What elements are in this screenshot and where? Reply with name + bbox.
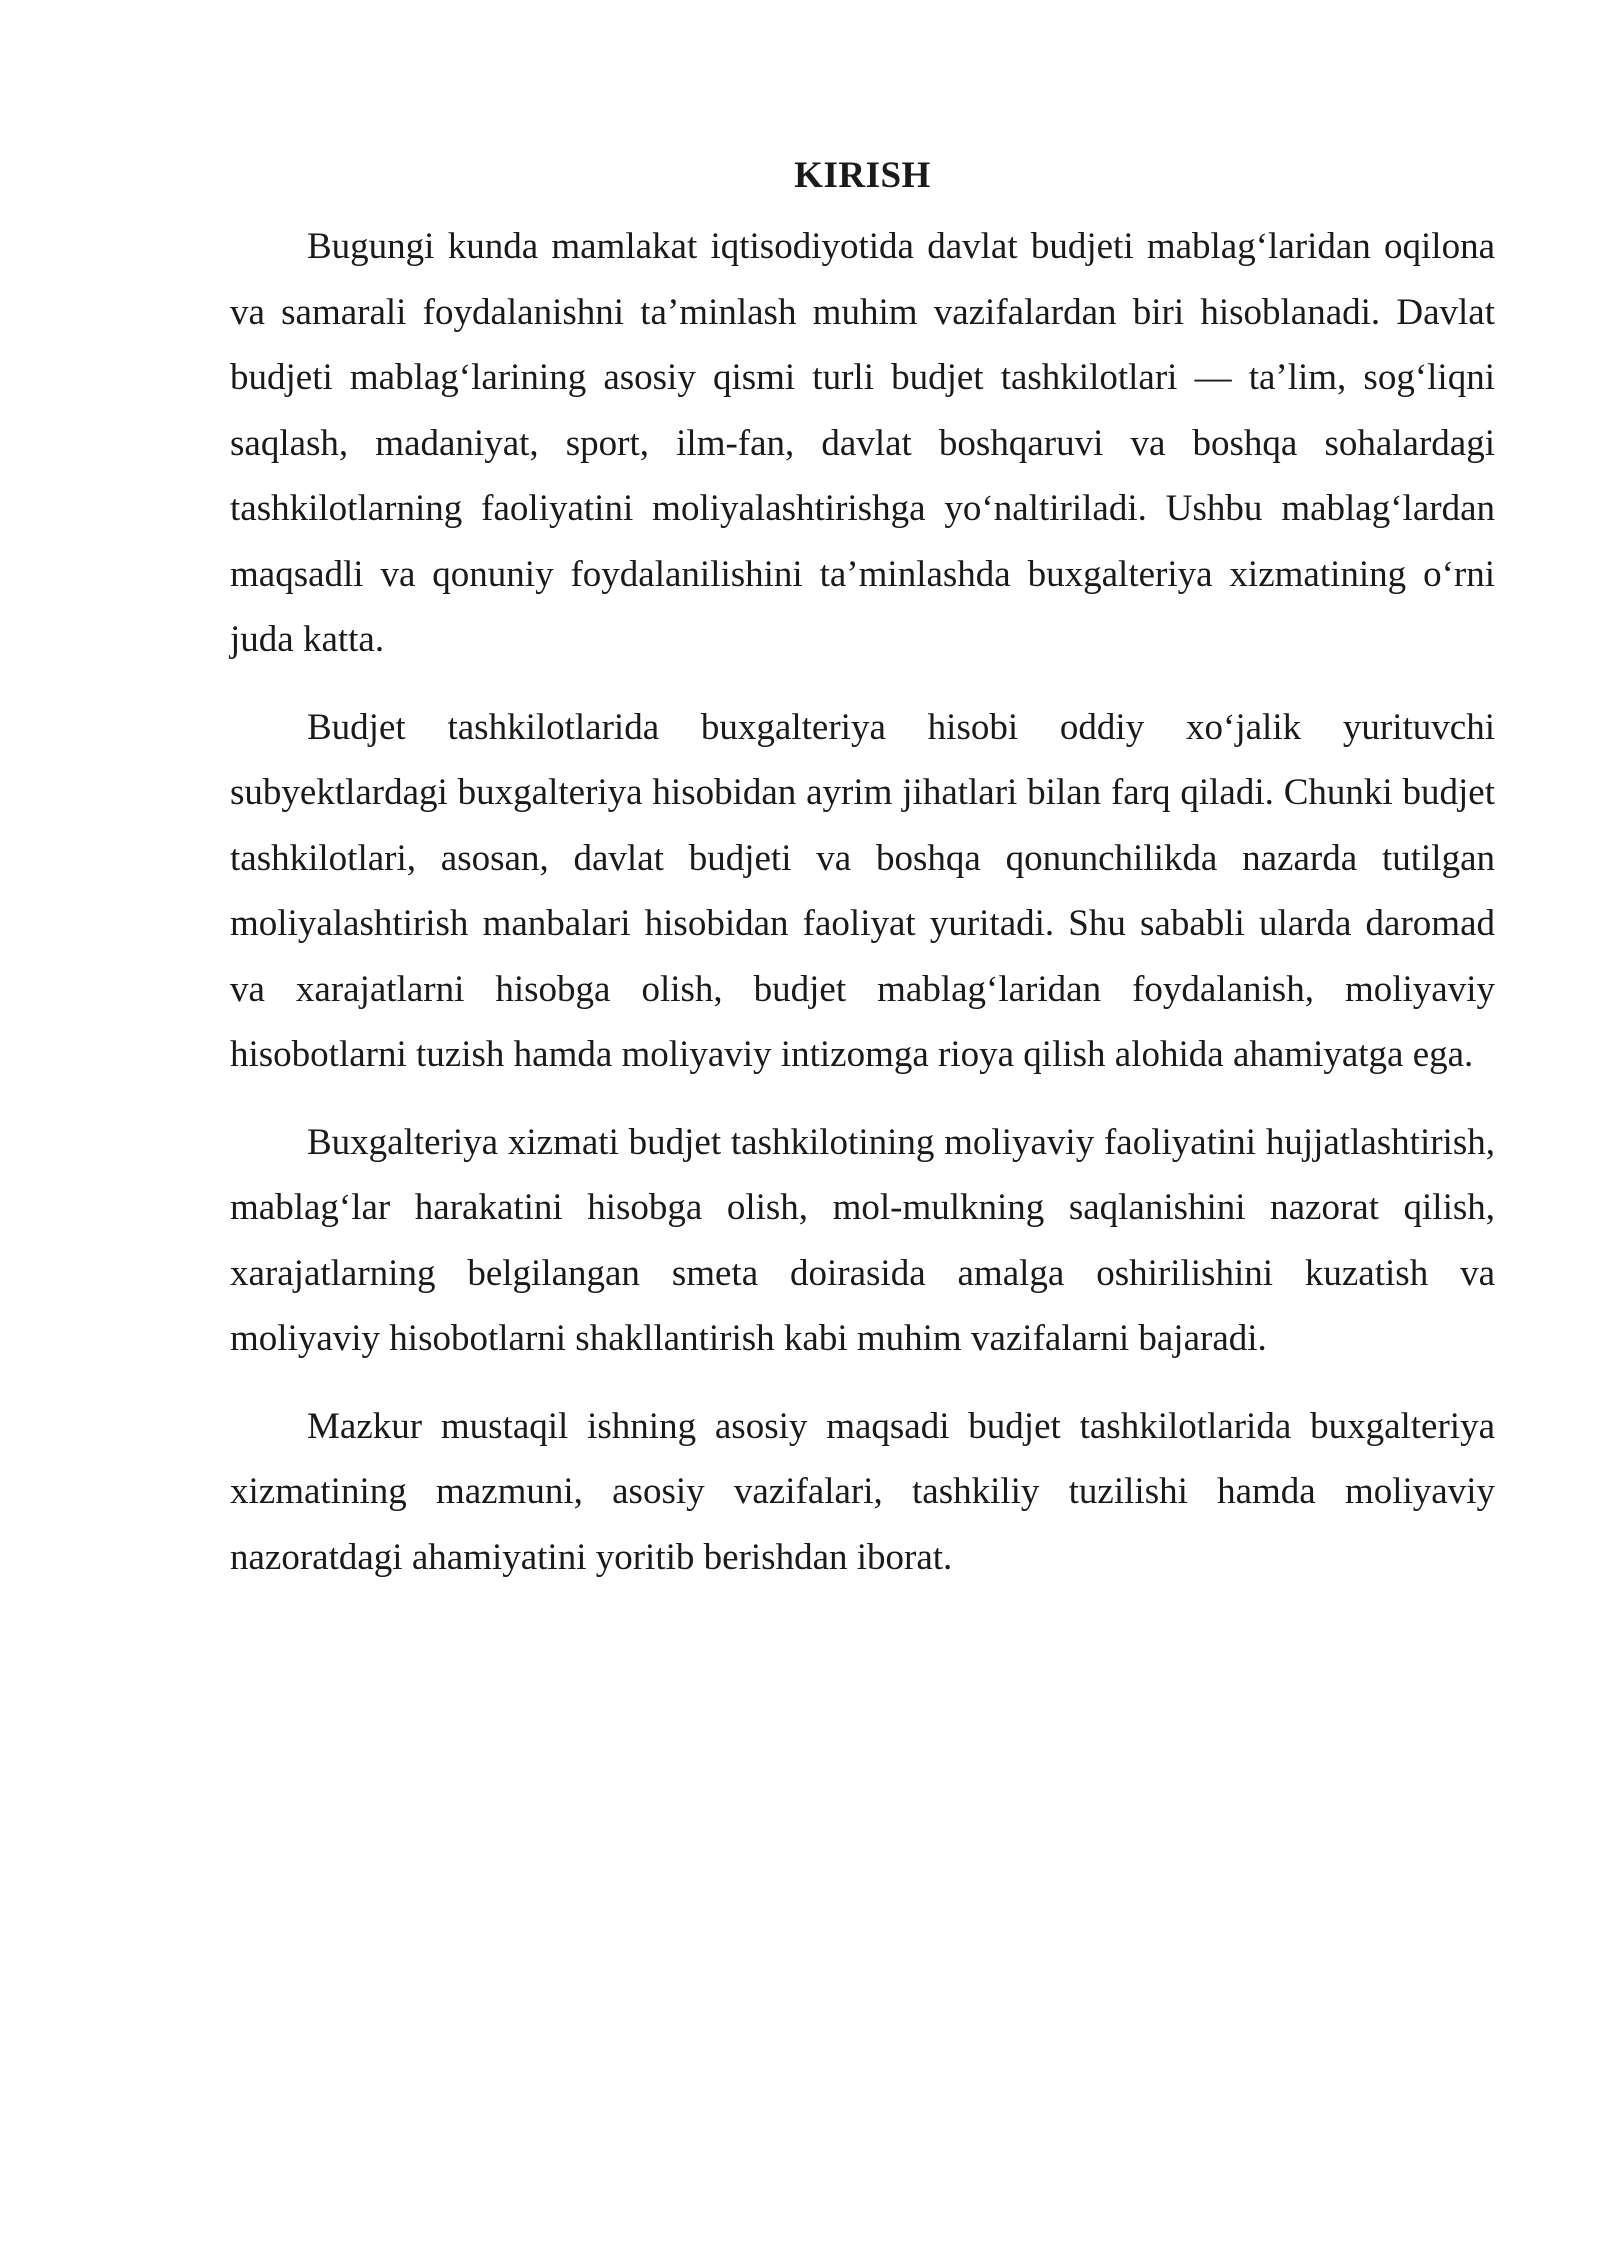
- document-body: [230, 150, 1495, 1612]
- paragraph-intro: Bugungi kunda mamlakat iqtisodiyotida davlat budjeti mablag‘laridan oqilona va samarali foydalanishni ta’minlash muhim vazifalardan biri hisoblanadi. Davlat budjeti mablag‘larining asosiy qismi turli budjet tashkilotlari — ta’lim, sog‘liqni saqlash, madaniyat, sport, ilm-fan, davlat boshqaruvi va boshqa sohalardagi tashkilotlarning faoliyatini moliyalashtirishga yo‘naltiriladi. Ushbu mablag‘lardan maqsadli va qonuniy foydalanilishini ta’minlashda buxgalteriya xizmatining o‘rni juda katta.: [230, 226, 1495, 660]
- section-title: KIRISH: [794, 155, 931, 196]
- paragraph-work-goal: Mazkur mustaqil ishning asosiy maqsadi budjet tashkilotlarida buxgalteriya xizmatining mazmuni, asosiy vazifalari, tashkiliy tuzilishi hamda moliyaviy nazoratdagi ahamiyatini yoritib berishdan iborat.: [230, 1405, 1495, 1578]
- paragraph-accounting-differences: Budjet tashkilotlarida buxgalteriya hisobi oddiy xo‘jalik yurituvchi subyektlardagi buxgalteriya hisobidan ayrim jihatlari bilan farq qiladi. Chunki budjet tashkilotlari, asosan, davlat budjeti va boshqa qonunchilikda nazarda tutilgan moliyalashtirish manbalari hisobidan faoliyat yuritadi. Shu sababli ularda daromad va xarajatlarni hisobga olish, budjet mablag‘laridan foydalanish, moliyaviy hisobotlarni tuzish hamda moliyaviy intizomga rioya qilish alohida ahamiyatga ega.: [230, 706, 1495, 1075]
- paragraph-accounting-service-tasks: Buxgalteriya xizmati budjet tashkilotining moliyaviy faoliyatini hujjatlashtirish, mablag‘lar harakatini hisobga olish, mol-mulkning saqlanishini nazorat qilish, xarajatlarning belgilangan smeta doirasida amalga oshirilishini kuzatish va moliyaviy hisobotlarni shakllantirish kabi muhim vazifalarni bajaradi.: [230, 1121, 1495, 1359]
